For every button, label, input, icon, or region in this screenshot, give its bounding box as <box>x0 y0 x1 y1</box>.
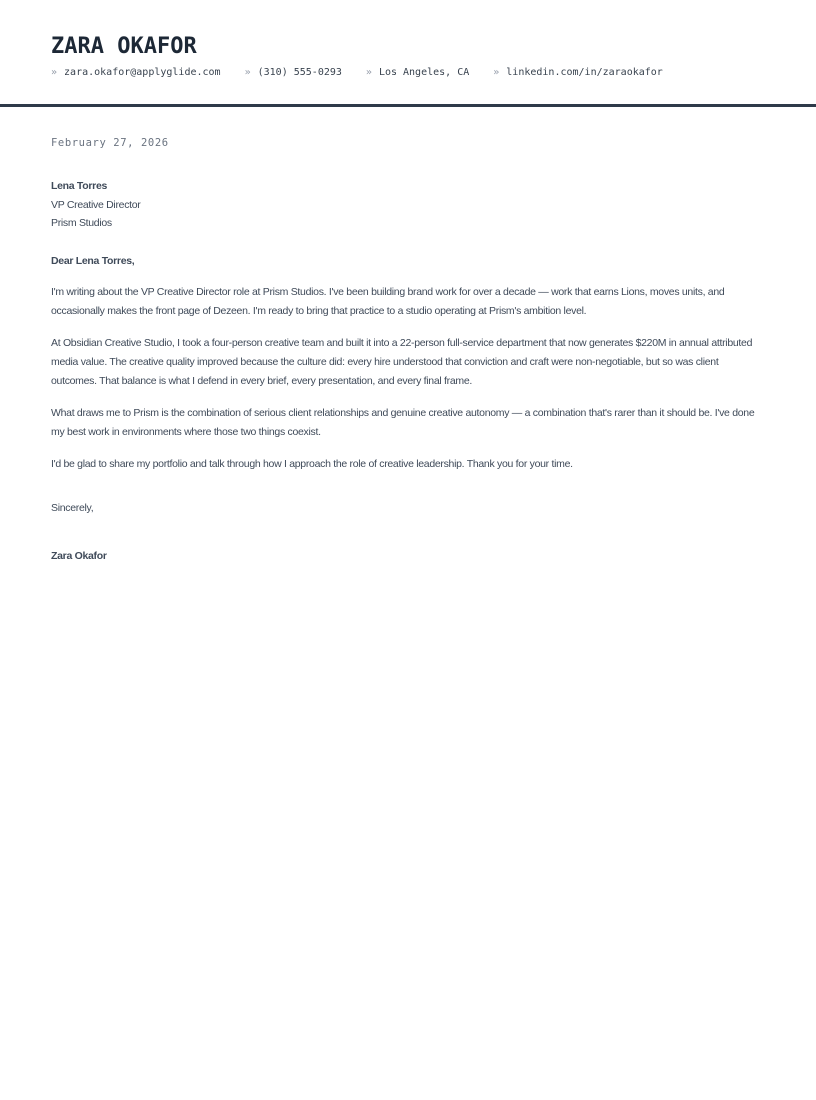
contact-row <box>51 66 755 80</box>
header-divider <box>0 104 816 107</box>
chevron-right-icon: » <box>244 67 251 78</box>
chevron-right-icon: » <box>51 67 58 78</box>
contact-email-link[interactable] <box>51 66 221 80</box>
letterhead <box>0 0 816 80</box>
recipient-title: VP Creative Director <box>51 198 141 211</box>
letter-paragraph: I'd be glad to share my portfolio and talk through how I approach the role of creative leadership. Thank you for your time. <box>51 457 573 470</box>
letter-body <box>0 137 816 566</box>
closing: Sincerely, <box>51 501 94 514</box>
page-title: ZARA OKAFOR <box>51 34 197 59</box>
letter-paragraph: What draws me to Prism is the combination of serious client relationships and genuine creative autonomy — a combination that's rarer than it should be. I've done my best work in environments where those two things coexist. <box>51 406 755 438</box>
chevron-right-icon: » <box>493 67 500 78</box>
contact-phone-link[interactable] <box>245 66 342 80</box>
recipient-company: Prism Studios <box>51 217 112 230</box>
letter-date: February 27, 2026 <box>51 137 169 149</box>
recipient-block <box>51 177 755 233</box>
contact-location <box>366 66 469 80</box>
salutation: Dear Lena Torres, <box>51 254 135 267</box>
letter-paragraph: I'm writing about the VP Creative Director role at Prism Studios. I've been building brand work for over a decade — work that earns Lions, moves units, and occasionally makes the front page of Dezeen. I'm ready to bring that practice to a studio operating at Prism's ambition level. <box>51 285 725 317</box>
contact-linkedin-link[interactable] <box>493 66 663 80</box>
contact-location-label: Los Angeles, CA <box>378 67 470 78</box>
letter-paragraph: At Obsidian Creative Studio, I took a four-person creative team and built it into a 22-person full-service department that now generates $220M in annual attributed media value. The creative quality improved because the culture did: every hire understood that conviction and craft were non-negotiable, but so was client outcomes. That balance is what I defend in every brief, every presentation, and every final frame. <box>51 336 753 387</box>
contact-email-label: zara.okafor@applyglide.com <box>64 67 221 78</box>
recipient-name: Lena Torres <box>51 180 108 192</box>
signature-name: Zara Okafor <box>51 549 107 562</box>
contact-phone-label: (310) 555-0293 <box>257 67 342 78</box>
chevron-right-icon: » <box>365 67 372 78</box>
contact-linkedin-label: linkedin.com/in/zaraokafor <box>506 67 663 78</box>
